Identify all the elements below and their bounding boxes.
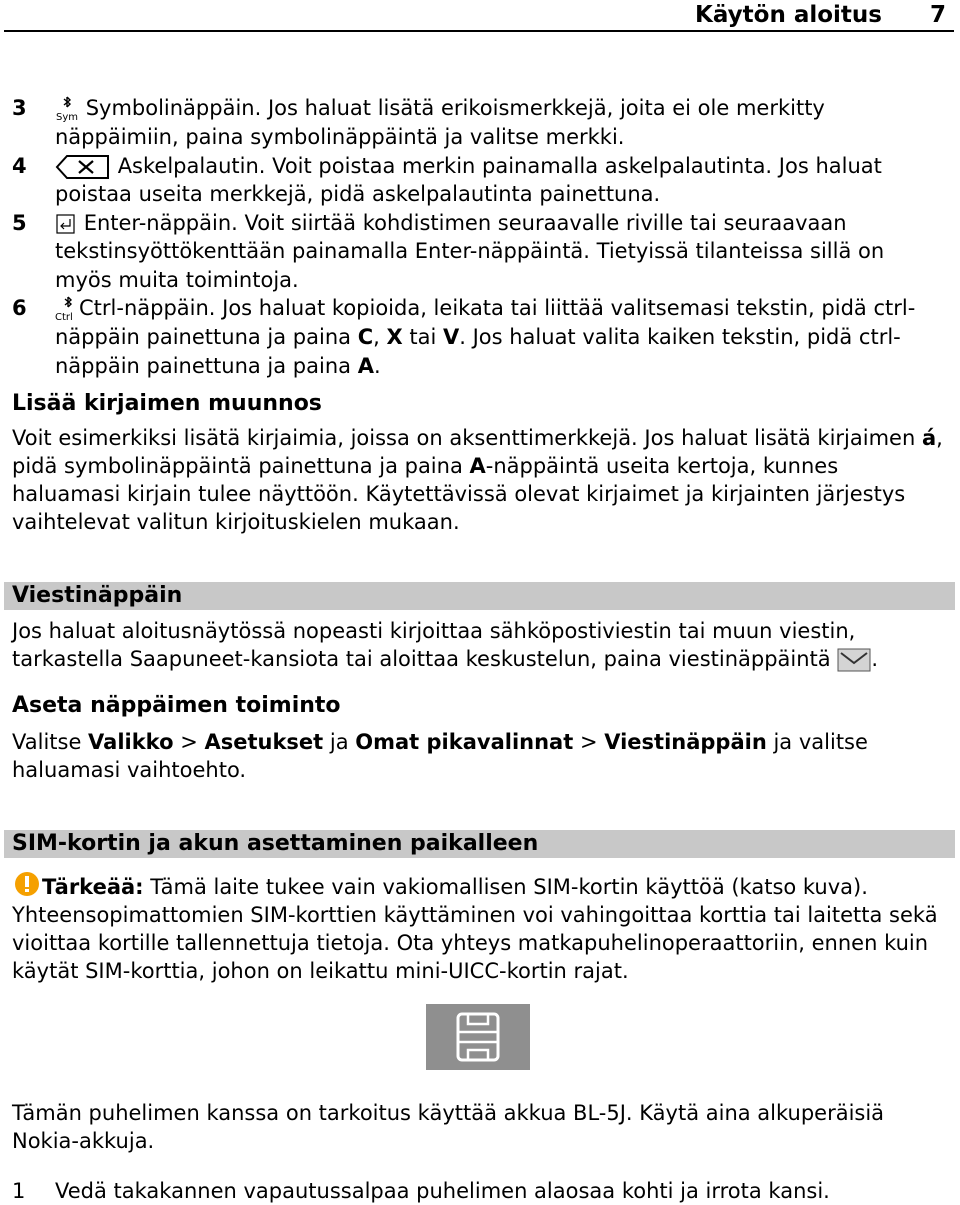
set-key-paragraph	[12, 728, 952, 784]
message-key-text: Jos haluat aloitusnäytössä nopeasti kirjoittaa sähköpostiviestin tai muun viestin, tarkastella Saapuneet-kansiota tai aloittaa keskustelun, paina viestinäppäintä	[12, 619, 856, 671]
item-text: Askelpalautin. Voit poistaa merkin painamalla askelpalautinta. Jos haluat poistaa useita merkkejä, pidä askelpalautinta painettuna.	[55, 153, 882, 206]
envelope-icon	[837, 648, 871, 672]
set-key-text-3: ja	[323, 730, 356, 754]
battery-paragraph: Tämän puhelimen kanssa on tarkoitus käyttää akkua BL-5J. Käytä aina alkuperäisiä Nokia-akkuja.	[12, 1101, 885, 1153]
menu-valikko: Valikko	[88, 730, 174, 754]
key-x: X	[386, 325, 403, 349]
set-key-text-5: ja valitse haluamasi vaihtoehto.	[12, 730, 868, 782]
warning-icon	[12, 871, 42, 897]
step-item	[12, 1177, 952, 1205]
section-title: Käytön aloitus	[695, 2, 882, 28]
menu-viestinappain: Viestinäppäin	[604, 730, 767, 754]
set-key-heading: Aseta näppäimen toiminto	[12, 693, 341, 718]
item-text-3: tai	[402, 325, 443, 349]
accent-key: A	[469, 454, 486, 478]
message-key-end: .	[871, 647, 879, 671]
sim-chip-icon	[426, 1004, 530, 1070]
step-text: Vedä takakannen vapautussalpaa puhelimen alaosaa kohti ja irrota kansi.	[55, 1179, 830, 1203]
page-number: 7	[929, 2, 946, 28]
key-a: A	[357, 353, 374, 378]
sym-key-icon	[55, 95, 79, 123]
item-number: 6	[12, 296, 27, 320]
message-key-heading: Viestinäppäin	[12, 583, 183, 608]
backspace-key-icon	[55, 154, 111, 180]
accent-text-2: , pidä symbolinäppäintä painettuna ja paina	[12, 426, 943, 478]
item-text-4: . Jos haluat valita kaiken tekstin, pidä ctrl-näppäin painettuna ja paina	[55, 325, 901, 378]
message-key-paragraph	[12, 617, 952, 673]
ctrl-key-icon	[55, 295, 79, 323]
item-text-2: ,	[373, 325, 387, 349]
item-text: Enter-näppäin. Voit siirtää kohdistimen seuraavalle riville tai seuraavaan tekstinsyöttökenttään painamalla Enter-näppäintä. Tietyissä tilanteissa sillä on myös muita toimintoja.	[55, 210, 885, 292]
sim-band	[4, 830, 955, 858]
set-key-text-4: >	[573, 730, 605, 754]
set-key-text-2: >	[173, 730, 205, 754]
list-item	[12, 209, 947, 295]
sim-important-paragraph	[12, 871, 952, 985]
key-list	[12, 94, 947, 380]
accent-text-3: -näppäintä useita kertoja, kunnes haluamasi kirjain tulee näyttöön. Käytettävissä olevat kirjaimet ja kirjainten järjestys vaihtelevat valitun kirjoituskielen mukaan.	[12, 454, 906, 534]
enter-key-icon	[55, 212, 77, 236]
key-v: V	[442, 325, 460, 349]
item-number: 4	[12, 153, 27, 178]
item-text: Symbolinäppäin. Jos haluat lisätä erikoismerkkejä, joita ei ole merkitty näppäimiin, paina symbolinäppäintä ja valitse merkki.	[55, 96, 825, 149]
accent-heading: Lisää kirjaimen muunnos	[12, 391, 322, 416]
menu-omat-pikavalinnat: Omat pikavalinnat	[355, 730, 574, 754]
set-key-text-1: Valitse	[12, 730, 89, 754]
step-number: 1	[12, 1179, 26, 1203]
menu-asetukset: Asetukset	[204, 730, 324, 754]
list-item	[12, 94, 947, 152]
item-text-1: Ctrl-näppäin. Jos haluat kopioida, leikata tai liittää valitsemasi tekstin, pidä ctrl-näppäin painettuna ja paina	[55, 296, 916, 349]
item-text-5: .	[373, 353, 381, 378]
item-number: 3	[12, 96, 27, 120]
message-key-band	[4, 582, 955, 610]
important-label: Tärkeää:	[42, 875, 144, 899]
set-key-section	[12, 692, 952, 784]
sim-heading: SIM-kortin ja akun asettaminen paikalleen	[12, 831, 539, 856]
svg-text:Ctrl: Ctrl	[55, 312, 73, 323]
accent-paragraph	[12, 424, 952, 536]
important-text: Tämä laite tukee vain vakiomallisen SIM-kortin käyttöä (katso kuva). Yhteensopimattomien SIM-korttien käyttäminen voi vahingoittaa korttia tai laitetta sekä vioittaa kortille tallennettuja tietoja. Ota yhteys matkapuhelinoperaattoriin, ennen kuin käytät SIM-korttia, johon on leikattu mini-UICC-kortin rajat.	[12, 875, 938, 983]
svg-text:Sym: Sym	[56, 112, 79, 123]
accent-text-1: Voit esimerkiksi lisätä kirjaimia, joissa on aksenttimerkkejä. Jos haluat lisätä kirjaimen	[12, 426, 922, 450]
list-item	[12, 294, 947, 380]
key-c: C	[357, 325, 374, 349]
item-number: 5	[12, 210, 27, 235]
header-rule	[4, 30, 954, 32]
sim-card-image	[426, 1004, 530, 1070]
accent-section	[12, 390, 952, 536]
accent-letter: á	[921, 426, 937, 450]
list-item	[12, 152, 947, 209]
page-header	[0, 0, 960, 32]
